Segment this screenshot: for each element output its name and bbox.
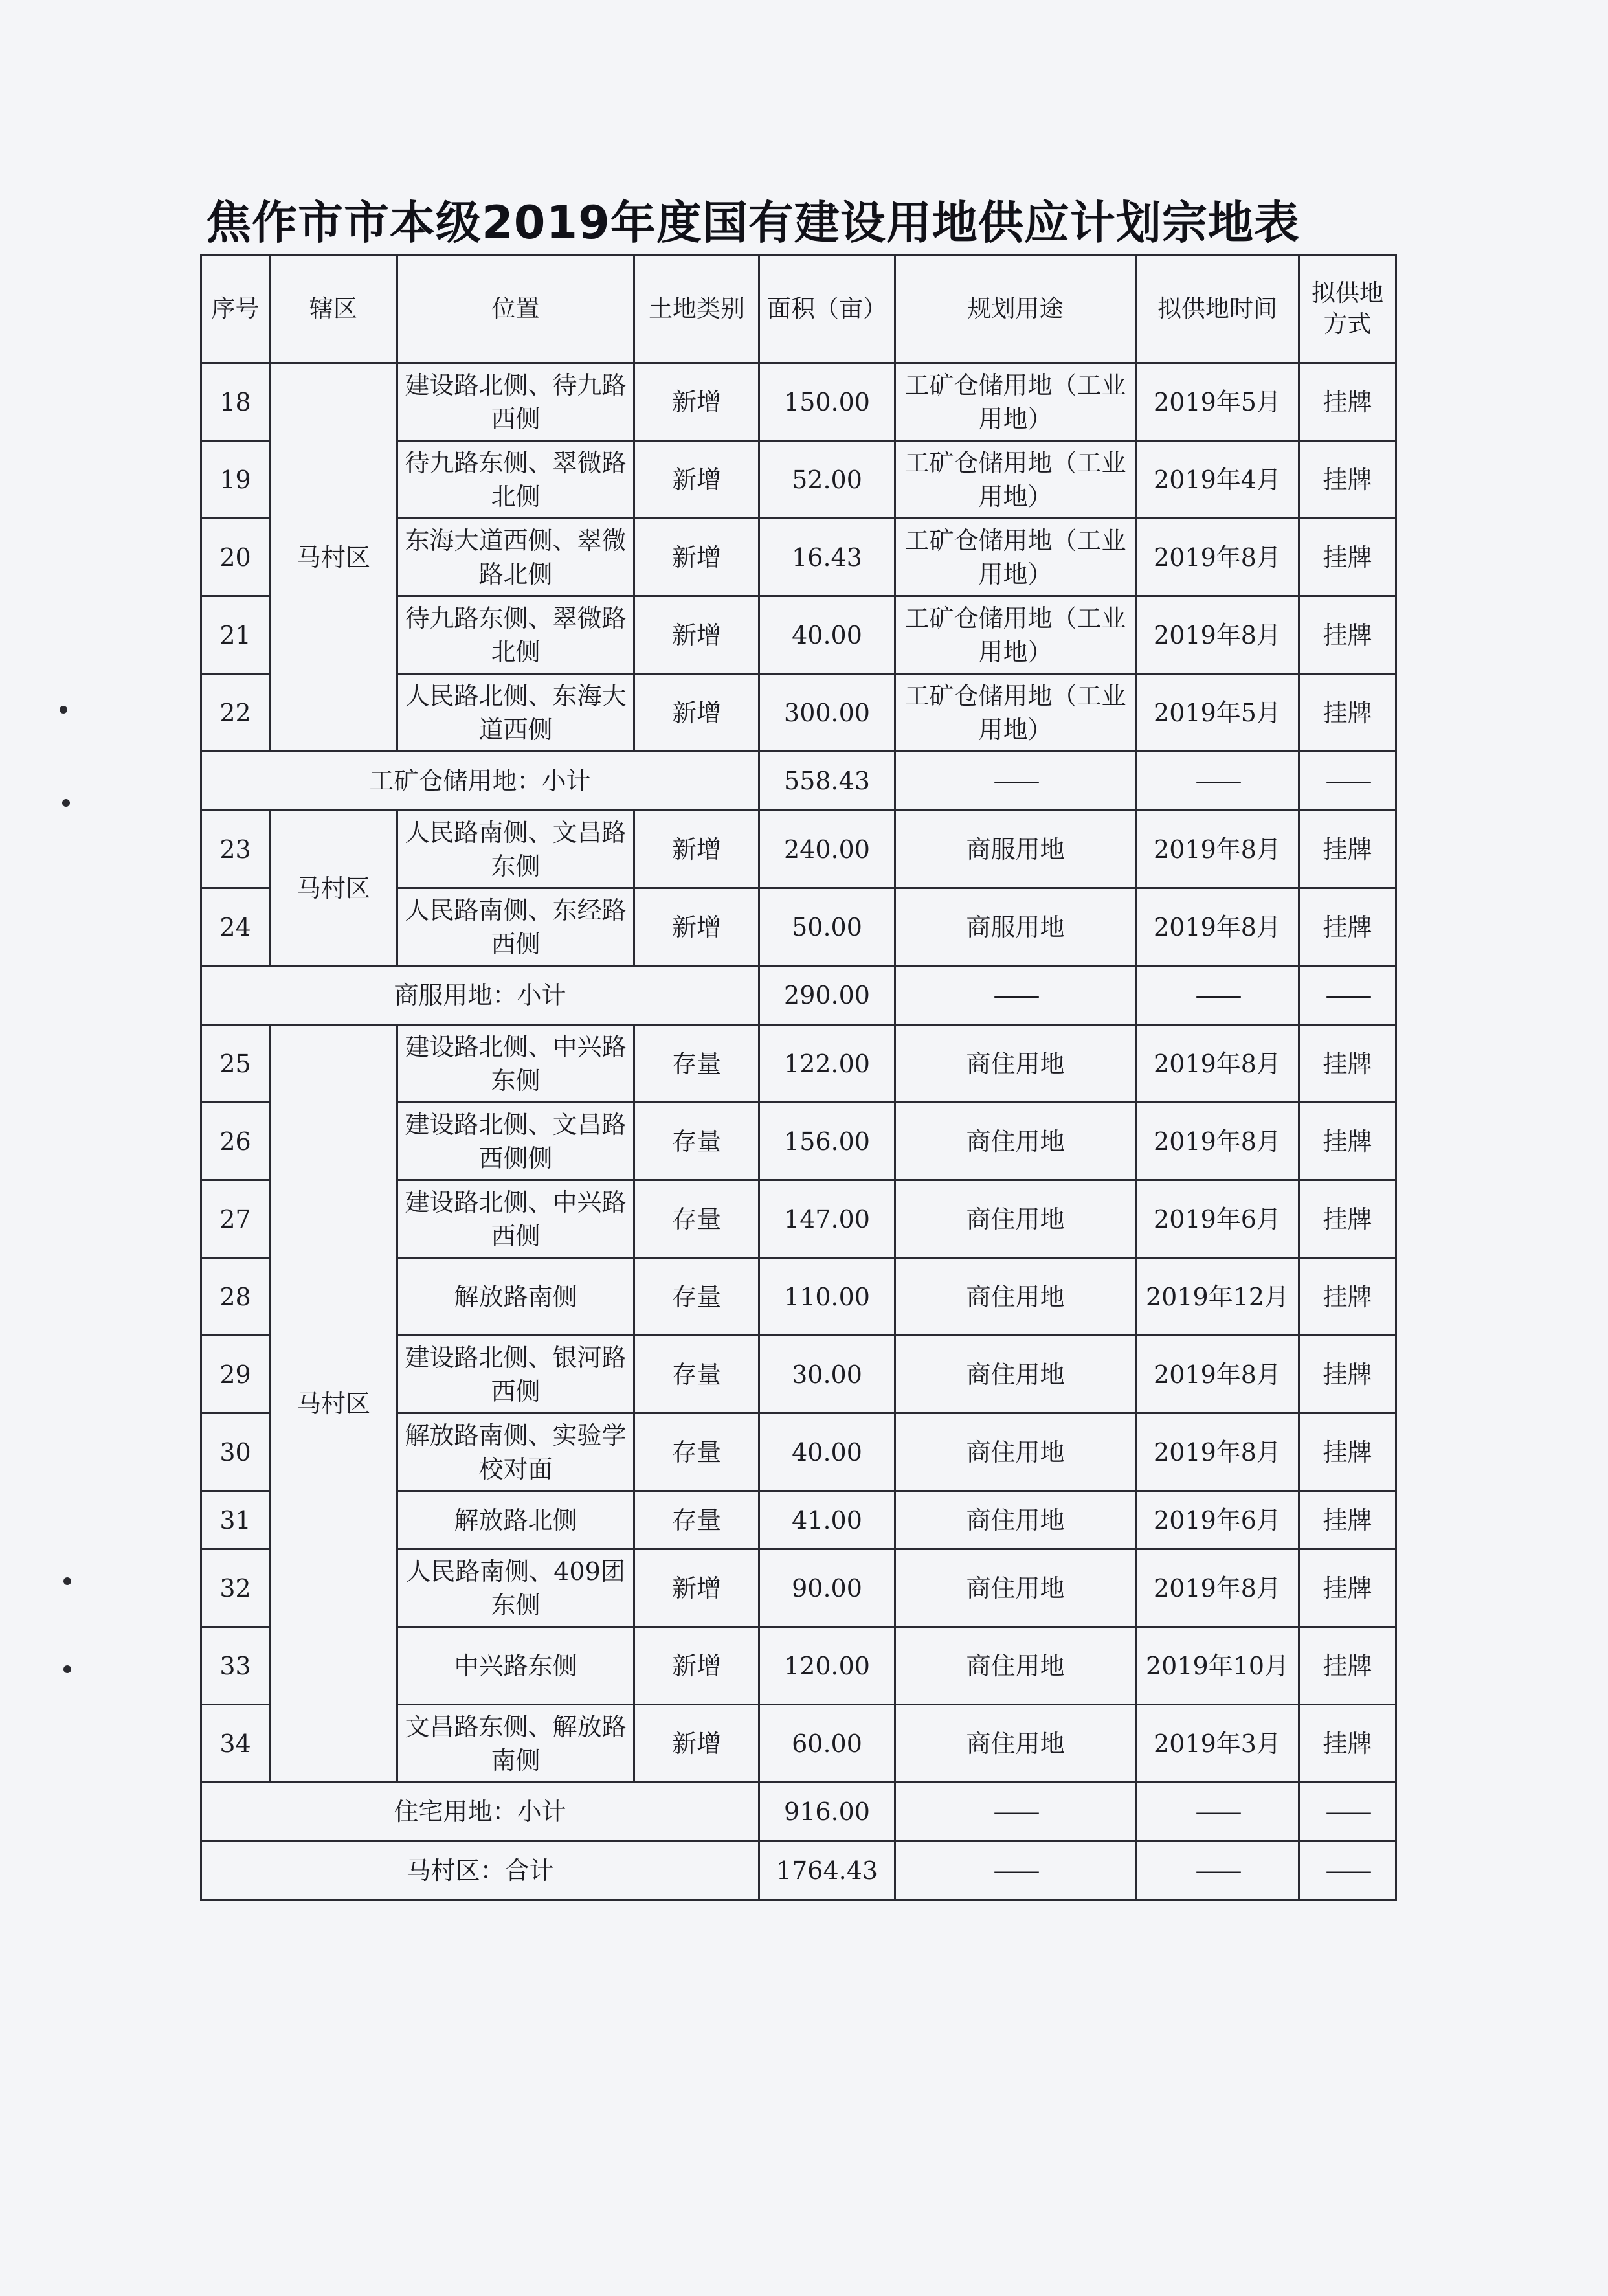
cell-location: 文昌路东侧、解放路南侧 bbox=[397, 1705, 634, 1783]
cell-usage: 工矿仓储用地（工业用地） bbox=[895, 596, 1136, 674]
cell-land-type: 存量 bbox=[634, 1336, 759, 1413]
header-usage: 规划用途 bbox=[895, 255, 1136, 363]
subtotal-label: 工矿仓储用地：小计 bbox=[201, 752, 759, 811]
cell-area: 52.00 bbox=[759, 441, 895, 519]
subtotal-area: 558.43 bbox=[759, 752, 895, 811]
header-supply-time: 拟供地时间 bbox=[1136, 255, 1299, 363]
cell-seq: 20 bbox=[201, 519, 270, 596]
cell-area: 40.00 bbox=[759, 1413, 895, 1491]
cell-location: 东海大道西侧、翠微路北侧 bbox=[397, 519, 634, 596]
cell-usage: 商住用地 bbox=[895, 1258, 1136, 1336]
cell-time: 2019年8月 bbox=[1136, 888, 1299, 966]
cell-location: 中兴路东侧 bbox=[397, 1627, 634, 1705]
cell-time: 2019年12月 bbox=[1136, 1258, 1299, 1336]
cell-location: 解放路南侧 bbox=[397, 1258, 634, 1336]
cell-usage: 商住用地 bbox=[895, 1413, 1136, 1491]
dash-cell: —— bbox=[895, 752, 1136, 811]
cell-district: 马村区 bbox=[270, 811, 397, 966]
cell-method: 挂牌 bbox=[1299, 1413, 1396, 1491]
cell-method: 挂牌 bbox=[1299, 888, 1396, 966]
cell-land-type: 新增 bbox=[634, 441, 759, 519]
dash-cell: —— bbox=[1299, 1841, 1396, 1900]
cell-usage: 商服用地 bbox=[895, 888, 1136, 966]
cell-seq: 33 bbox=[201, 1627, 270, 1705]
table-header-row bbox=[201, 255, 1396, 363]
cell-location: 建设路北侧、文昌路西侧侧 bbox=[397, 1103, 634, 1180]
cell-land-type: 新增 bbox=[634, 811, 759, 888]
cell-method: 挂牌 bbox=[1299, 1627, 1396, 1705]
dash-cell: —— bbox=[1136, 1783, 1299, 1841]
cell-seq: 34 bbox=[201, 1705, 270, 1783]
cell-method: 挂牌 bbox=[1299, 519, 1396, 596]
cell-area: 150.00 bbox=[759, 363, 895, 441]
cell-time: 2019年8月 bbox=[1136, 596, 1299, 674]
header-seq: 序号 bbox=[201, 255, 270, 363]
cell-location: 人民路南侧、409团东侧 bbox=[397, 1549, 634, 1627]
cell-location: 建设路北侧、待九路西侧 bbox=[397, 363, 634, 441]
cell-area: 90.00 bbox=[759, 1549, 895, 1627]
cell-usage: 工矿仓储用地（工业用地） bbox=[895, 519, 1136, 596]
cell-area: 147.00 bbox=[759, 1180, 895, 1258]
cell-location: 待九路东侧、翠微路北侧 bbox=[397, 441, 634, 519]
header-supply-method: 拟供地方式 bbox=[1299, 255, 1396, 363]
cell-location: 建设路北侧、银河路西侧 bbox=[397, 1336, 634, 1413]
cell-method: 挂牌 bbox=[1299, 1180, 1396, 1258]
land-supply-table bbox=[200, 254, 1397, 1901]
cell-method: 挂牌 bbox=[1299, 811, 1396, 888]
cell-location: 人民路南侧、东经路西侧 bbox=[397, 888, 634, 966]
subtotal-row-residential bbox=[201, 1783, 1396, 1841]
cell-seq: 30 bbox=[201, 1413, 270, 1491]
cell-area: 122.00 bbox=[759, 1025, 895, 1103]
cell-time: 2019年8月 bbox=[1136, 811, 1299, 888]
cell-usage: 商服用地 bbox=[895, 811, 1136, 888]
cell-area: 120.00 bbox=[759, 1627, 895, 1705]
cell-area: 41.00 bbox=[759, 1491, 895, 1549]
cell-seq: 23 bbox=[201, 811, 270, 888]
cell-land-type: 新增 bbox=[634, 1549, 759, 1627]
header-district: 辖区 bbox=[270, 255, 397, 363]
cell-usage: 工矿仓储用地（工业用地） bbox=[895, 674, 1136, 752]
cell-seq: 18 bbox=[201, 363, 270, 441]
subtotal-row-industrial bbox=[201, 752, 1396, 811]
total-label: 马村区：合计 bbox=[201, 1841, 759, 1900]
dash-cell: —— bbox=[1136, 966, 1299, 1025]
cell-seq: 19 bbox=[201, 441, 270, 519]
page-title: 焦作市市本级2019年度国有建设用地供应计划宗地表 bbox=[206, 196, 1300, 249]
cell-location: 待九路东侧、翠微路北侧 bbox=[397, 596, 634, 674]
cell-seq: 29 bbox=[201, 1336, 270, 1413]
cell-district: 马村区 bbox=[270, 1025, 397, 1783]
cell-area: 156.00 bbox=[759, 1103, 895, 1180]
header-land-type: 土地类别 bbox=[634, 255, 759, 363]
cell-time: 2019年8月 bbox=[1136, 1103, 1299, 1180]
cell-time: 2019年3月 bbox=[1136, 1705, 1299, 1783]
table-row bbox=[201, 811, 1396, 888]
cell-seq: 27 bbox=[201, 1180, 270, 1258]
dash-cell: —— bbox=[1299, 752, 1396, 811]
cell-time: 2019年8月 bbox=[1136, 1336, 1299, 1413]
cell-location: 人民路北侧、东海大道西侧 bbox=[397, 674, 634, 752]
cell-land-type: 新增 bbox=[634, 1627, 759, 1705]
dash-cell: —— bbox=[1299, 966, 1396, 1025]
cell-land-type: 存量 bbox=[634, 1258, 759, 1336]
cell-seq: 21 bbox=[201, 596, 270, 674]
cell-seq: 28 bbox=[201, 1258, 270, 1336]
cell-land-type: 新增 bbox=[634, 888, 759, 966]
cell-land-type: 存量 bbox=[634, 1103, 759, 1180]
cell-land-type: 新增 bbox=[634, 674, 759, 752]
total-area: 1764.43 bbox=[759, 1841, 895, 1900]
cell-time: 2019年8月 bbox=[1136, 1549, 1299, 1627]
total-row bbox=[201, 1841, 1396, 1900]
cell-usage: 商住用地 bbox=[895, 1705, 1136, 1783]
cell-area: 110.00 bbox=[759, 1258, 895, 1336]
cell-usage: 商住用地 bbox=[895, 1025, 1136, 1103]
cell-seq: 25 bbox=[201, 1025, 270, 1103]
cell-area: 50.00 bbox=[759, 888, 895, 966]
cell-land-type: 存量 bbox=[634, 1025, 759, 1103]
cell-land-type: 新增 bbox=[634, 1705, 759, 1783]
cell-area: 240.00 bbox=[759, 811, 895, 888]
cell-seq: 32 bbox=[201, 1549, 270, 1627]
header-location: 位置 bbox=[397, 255, 634, 363]
dash-cell: —— bbox=[895, 1841, 1136, 1900]
subtotal-area: 916.00 bbox=[759, 1783, 895, 1841]
subtotal-label: 商服用地：小计 bbox=[201, 966, 759, 1025]
cell-area: 40.00 bbox=[759, 596, 895, 674]
cell-land-type: 存量 bbox=[634, 1180, 759, 1258]
dash-cell: —— bbox=[1136, 1841, 1299, 1900]
scan-mark bbox=[60, 706, 67, 714]
cell-method: 挂牌 bbox=[1299, 363, 1396, 441]
cell-time: 2019年8月 bbox=[1136, 519, 1299, 596]
cell-location: 建设路北侧、中兴路东侧 bbox=[397, 1025, 634, 1103]
cell-method: 挂牌 bbox=[1299, 596, 1396, 674]
cell-usage: 商住用地 bbox=[895, 1180, 1136, 1258]
cell-area: 60.00 bbox=[759, 1705, 895, 1783]
cell-usage: 工矿仓储用地（工业用地） bbox=[895, 363, 1136, 441]
cell-land-type: 新增 bbox=[634, 363, 759, 441]
cell-method: 挂牌 bbox=[1299, 1549, 1396, 1627]
scan-mark bbox=[63, 1665, 71, 1673]
cell-time: 2019年4月 bbox=[1136, 441, 1299, 519]
cell-time: 2019年5月 bbox=[1136, 674, 1299, 752]
cell-location: 解放路北侧 bbox=[397, 1491, 634, 1549]
cell-method: 挂牌 bbox=[1299, 1491, 1396, 1549]
table-row bbox=[201, 1025, 1396, 1103]
cell-time: 2019年6月 bbox=[1136, 1491, 1299, 1549]
cell-land-type: 存量 bbox=[634, 1413, 759, 1491]
cell-usage: 商住用地 bbox=[895, 1336, 1136, 1413]
cell-method: 挂牌 bbox=[1299, 1025, 1396, 1103]
cell-land-type: 新增 bbox=[634, 519, 759, 596]
dash-cell: —— bbox=[895, 966, 1136, 1025]
cell-seq: 31 bbox=[201, 1491, 270, 1549]
cell-usage: 商住用地 bbox=[895, 1103, 1136, 1180]
cell-area: 16.43 bbox=[759, 519, 895, 596]
cell-usage: 商住用地 bbox=[895, 1549, 1136, 1627]
scan-mark bbox=[63, 1577, 71, 1585]
subtotal-row-commercial bbox=[201, 966, 1396, 1025]
cell-land-type: 存量 bbox=[634, 1491, 759, 1549]
dash-cell: —— bbox=[1299, 1783, 1396, 1841]
cell-time: 2019年8月 bbox=[1136, 1025, 1299, 1103]
dash-cell: —— bbox=[1136, 752, 1299, 811]
cell-usage: 商住用地 bbox=[895, 1491, 1136, 1549]
cell-method: 挂牌 bbox=[1299, 674, 1396, 752]
cell-area: 300.00 bbox=[759, 674, 895, 752]
dash-cell: —— bbox=[895, 1783, 1136, 1841]
cell-time: 2019年5月 bbox=[1136, 363, 1299, 441]
cell-location: 建设路北侧、中兴路西侧 bbox=[397, 1180, 634, 1258]
cell-time: 2019年10月 bbox=[1136, 1627, 1299, 1705]
scan-mark bbox=[62, 799, 70, 807]
cell-time: 2019年6月 bbox=[1136, 1180, 1299, 1258]
header-area: 面积（亩） bbox=[759, 255, 895, 363]
cell-usage: 工矿仓储用地（工业用地） bbox=[895, 441, 1136, 519]
cell-usage: 商住用地 bbox=[895, 1627, 1136, 1705]
subtotal-area: 290.00 bbox=[759, 966, 895, 1025]
cell-seq: 26 bbox=[201, 1103, 270, 1180]
cell-district: 马村区 bbox=[270, 363, 397, 752]
cell-method: 挂牌 bbox=[1299, 1258, 1396, 1336]
cell-method: 挂牌 bbox=[1299, 441, 1396, 519]
cell-time: 2019年8月 bbox=[1136, 1413, 1299, 1491]
cell-seq: 24 bbox=[201, 888, 270, 966]
cell-method: 挂牌 bbox=[1299, 1103, 1396, 1180]
cell-area: 30.00 bbox=[759, 1336, 895, 1413]
subtotal-label: 住宅用地：小计 bbox=[201, 1783, 759, 1841]
cell-seq: 22 bbox=[201, 674, 270, 752]
cell-land-type: 新增 bbox=[634, 596, 759, 674]
cell-method: 挂牌 bbox=[1299, 1336, 1396, 1413]
cell-location: 解放路南侧、实验学校对面 bbox=[397, 1413, 634, 1491]
table-row bbox=[201, 363, 1396, 441]
cell-method: 挂牌 bbox=[1299, 1705, 1396, 1783]
cell-location: 人民路南侧、文昌路东侧 bbox=[397, 811, 634, 888]
